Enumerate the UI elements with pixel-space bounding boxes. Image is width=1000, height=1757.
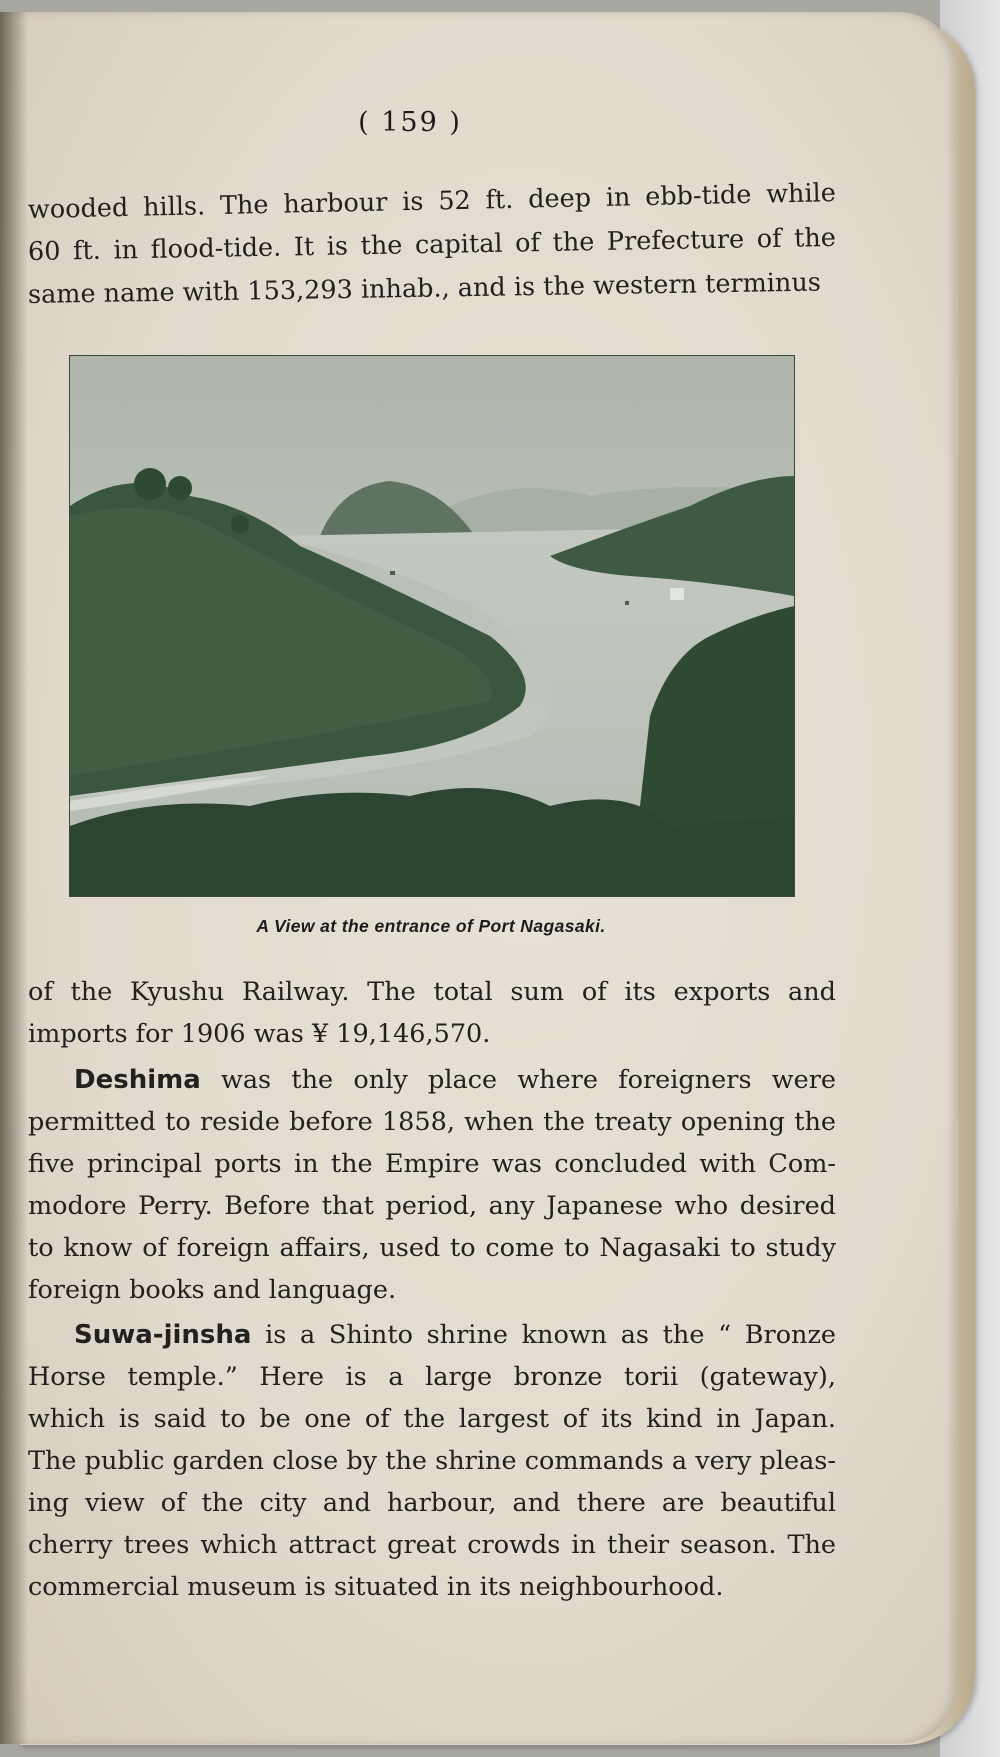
text-line: The public garden close by the shrine commands a very pleas-	[28, 1446, 836, 1476]
harbour-photo	[69, 355, 795, 897]
text-line: ing view of the city and harbour, and there are beautiful	[28, 1488, 836, 1518]
text-line: Horse temple.” Here is a large bronze torii (gateway),	[28, 1362, 836, 1392]
text-line: of the Kyushu Railway. The total sum of its exports and	[28, 977, 836, 1007]
text-line: cherry trees which attract great crowds in their season. The	[28, 1530, 836, 1560]
photo-caption: A View at the entrance of Port Nagasaki.	[256, 916, 606, 936]
text-line: wooded hills. The harbour is 52 ft. deep in ebb-tide while	[27, 178, 837, 225]
text-line: 60 ft. in flood-tide. It is the capital of the Prefecture of the	[27, 222, 837, 267]
deshima-first-line	[28, 1063, 836, 1097]
text-line: which is said to be one of the largest of its kind in Japan.	[28, 1404, 836, 1434]
text-line: five principal ports in the Empire was concluded with Com-	[28, 1149, 836, 1179]
harbour-photo-illustration	[70, 356, 794, 896]
suwa-first-line-text: is a Shinto shrine known as the “ Bronze	[265, 1320, 836, 1350]
term-suwa-jinsha: Suwa-jinsha	[74, 1320, 252, 1350]
book-gutter	[0, 12, 28, 1744]
text-line: same name with 153,293 inhab., and is the western terminus	[27, 267, 822, 310]
term-deshima: Deshima	[74, 1065, 201, 1095]
text-line: commercial museum is situated in its neighbourhood.	[28, 1572, 724, 1602]
text-line: to know of foreign affairs, used to come to Nagasaki to study	[28, 1233, 836, 1263]
suwa-first-line	[28, 1318, 836, 1352]
page-number: ( 159 )	[358, 107, 462, 138]
text-line: permitted to reside before 1858, when the treaty opening the	[28, 1107, 836, 1137]
text-line: imports for 1906 was ¥ 19,146,570.	[28, 1019, 491, 1049]
text-line: modore Perry. Before that period, any Japanese who desired	[28, 1191, 836, 1221]
text-line: foreign books and language.	[28, 1275, 397, 1305]
deshima-first-line-text: was the only place where foreigners were	[221, 1065, 837, 1095]
